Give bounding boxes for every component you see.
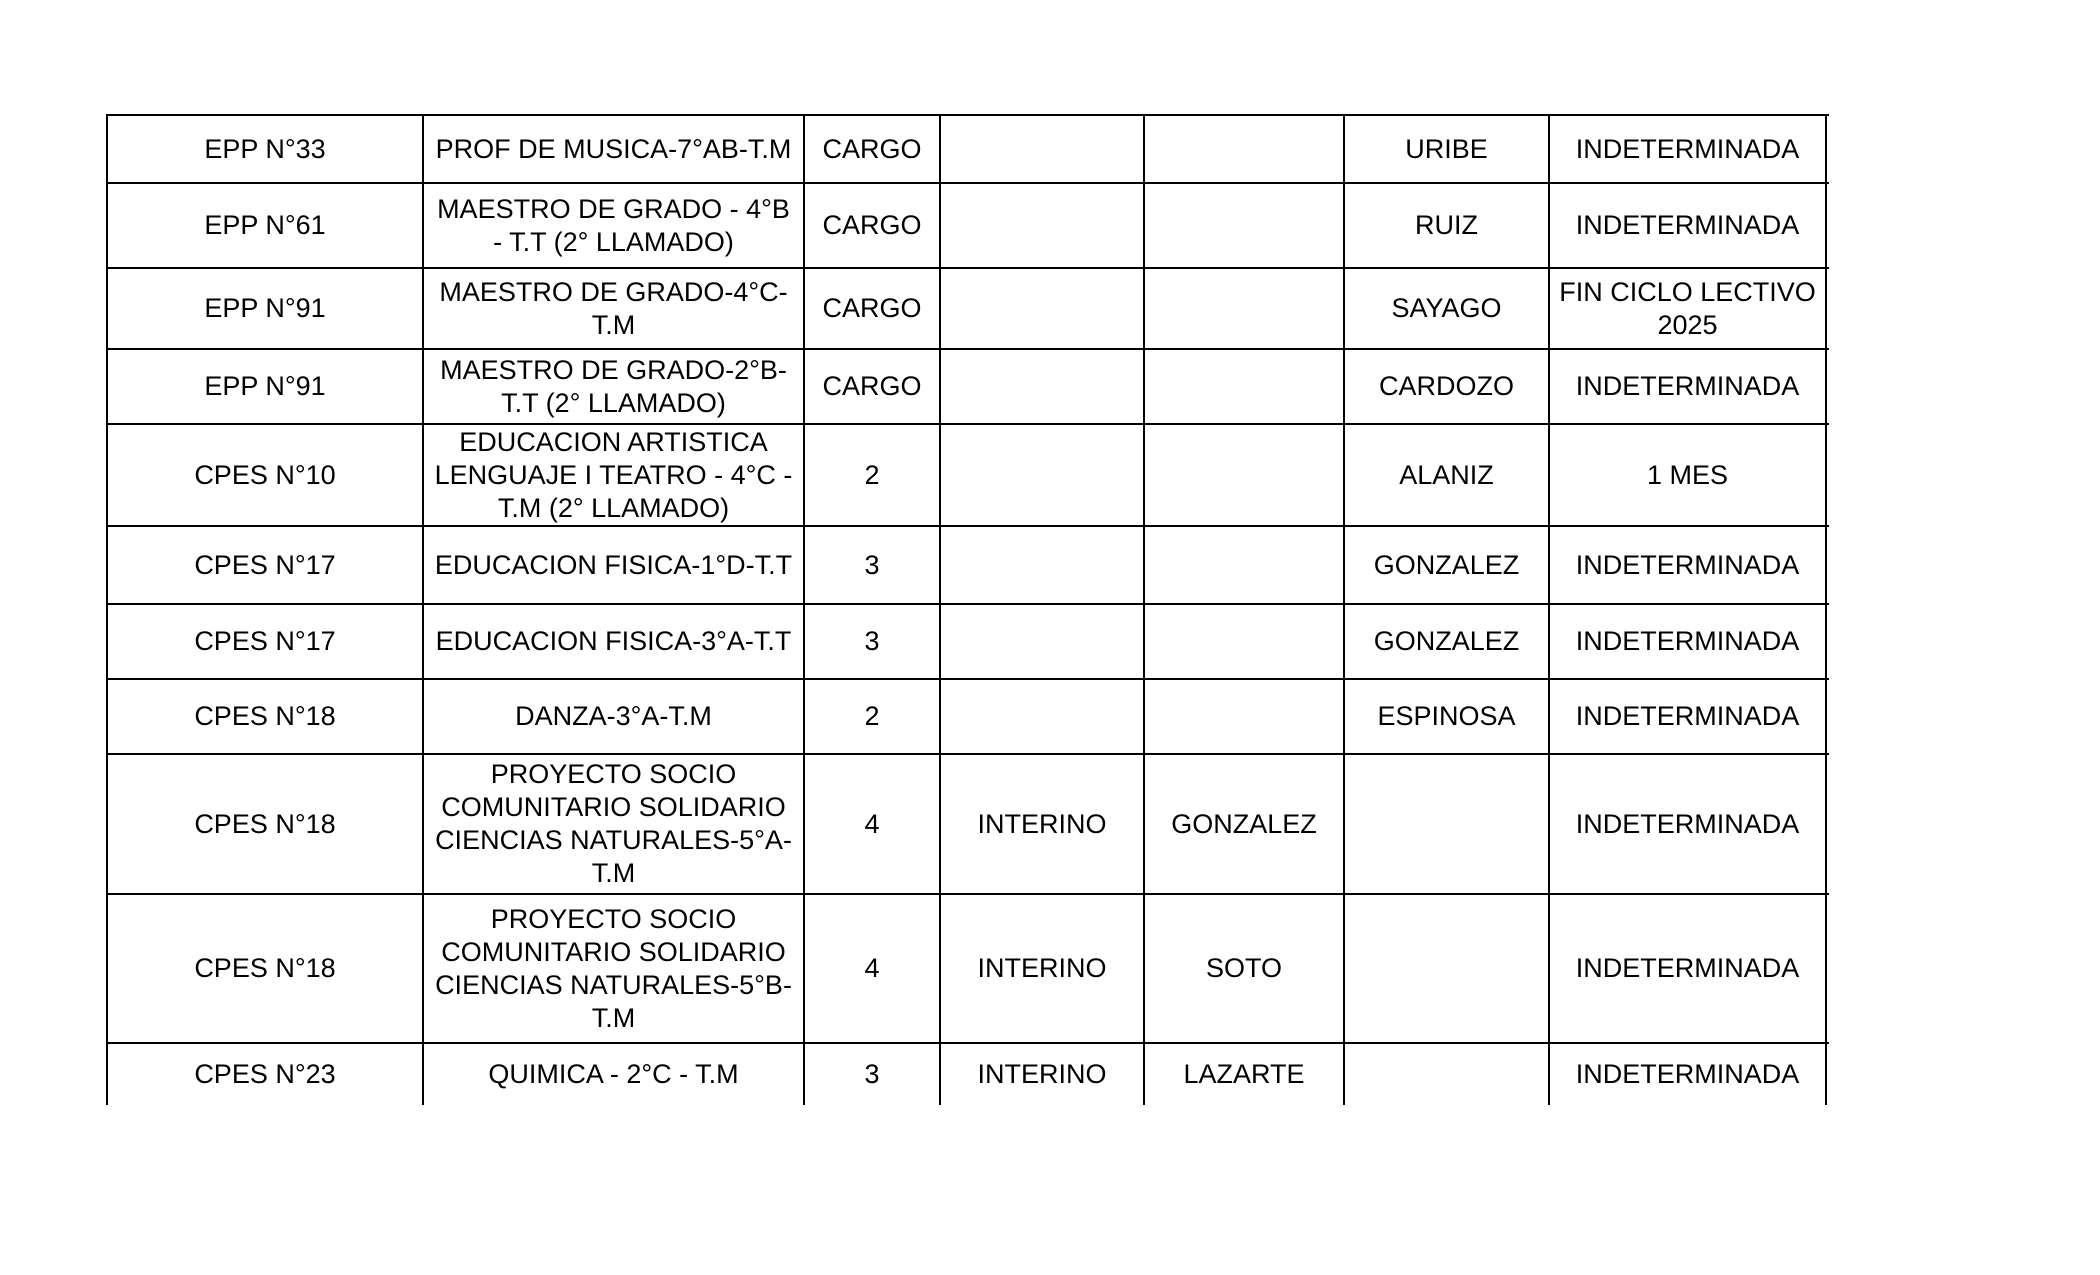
holder-cell: LAZARTE (1145, 1044, 1345, 1105)
school-cell: EPP N°33 (108, 116, 424, 182)
status-cell: INTERINO (941, 895, 1145, 1042)
duration-cell: INDETERMINADA (1550, 527, 1827, 603)
duration-cell: 1 MES (1550, 425, 1827, 525)
school-cell: EPP N°91 (108, 350, 424, 423)
duration-cell: INDETERMINADA (1550, 755, 1827, 893)
holder-cell: GONZALEZ (1145, 755, 1345, 893)
status-cell (941, 680, 1145, 753)
duration-cell: INDETERMINADA (1550, 680, 1827, 753)
holder-cell (1145, 269, 1345, 348)
holder-cell (1145, 184, 1345, 267)
status-cell (941, 184, 1145, 267)
hours-cell: CARGO (805, 116, 941, 182)
substitute-cell: URIBE (1345, 116, 1550, 182)
status-cell (941, 527, 1145, 603)
hours-cell: 3 (805, 605, 941, 678)
substitute-cell (1345, 895, 1550, 1042)
hours-cell: 2 (805, 680, 941, 753)
table-row (108, 1044, 1829, 1105)
hours-cell: CARGO (805, 350, 941, 423)
position-cell: MAESTRO DE GRADO-2°B-T.T (2° LLAMADO) (424, 350, 805, 423)
hours-cell: 3 (805, 527, 941, 603)
duration-cell: INDETERMINADA (1550, 895, 1827, 1042)
holder-cell (1145, 527, 1345, 603)
substitute-cell: RUIZ (1345, 184, 1550, 267)
status-cell (941, 269, 1145, 348)
holder-cell (1145, 605, 1345, 678)
table-row (108, 895, 1829, 1044)
table-row (108, 184, 1829, 269)
substitute-cell: CARDOZO (1345, 350, 1550, 423)
hours-cell: CARGO (805, 184, 941, 267)
holder-cell (1145, 350, 1345, 423)
duration-cell: INDETERMINADA (1550, 605, 1827, 678)
school-cell: CPES N°18 (108, 895, 424, 1042)
school-cell: CPES N°18 (108, 680, 424, 753)
school-cell: CPES N°17 (108, 605, 424, 678)
school-cell: CPES N°17 (108, 527, 424, 603)
duration-cell: INDETERMINADA (1550, 350, 1827, 423)
substitute-cell: SAYAGO (1345, 269, 1550, 348)
position-cell: EDUCACION ARTISTICA LENGUAJE I TEATRO - 4°C - T.M (2° LLAMADO) (424, 425, 805, 525)
duration-cell: FIN CICLO LECTIVO 2025 (1550, 269, 1827, 348)
status-cell (941, 605, 1145, 678)
table-row (108, 527, 1829, 605)
hours-cell: CARGO (805, 269, 941, 348)
hours-cell: 4 (805, 755, 941, 893)
holder-cell (1145, 116, 1345, 182)
vacancy-table (106, 114, 1829, 1105)
school-cell: EPP N°61 (108, 184, 424, 267)
substitute-cell: ALANIZ (1345, 425, 1550, 525)
school-cell: CPES N°18 (108, 755, 424, 893)
status-cell (941, 425, 1145, 525)
position-cell: MAESTRO DE GRADO-4°C-T.M (424, 269, 805, 348)
position-cell: PROF DE MUSICA-7°AB-T.M (424, 116, 805, 182)
position-cell: PROYECTO SOCIO COMUNITARIO SOLIDARIO CIENCIAS NATURALES-5°B-T.M (424, 895, 805, 1042)
duration-cell: INDETERMINADA (1550, 1044, 1827, 1105)
school-cell: CPES N°23 (108, 1044, 424, 1105)
position-cell: QUIMICA - 2°C - T.M (424, 1044, 805, 1105)
holder-cell: SOTO (1145, 895, 1345, 1042)
duration-cell: INDETERMINADA (1550, 116, 1827, 182)
duration-cell: INDETERMINADA (1550, 184, 1827, 267)
substitute-cell (1345, 1044, 1550, 1105)
substitute-cell (1345, 755, 1550, 893)
table-row (108, 425, 1829, 527)
status-cell (941, 350, 1145, 423)
position-cell: MAESTRO DE GRADO - 4°B - T.T (2° LLAMADO) (424, 184, 805, 267)
status-cell (941, 116, 1145, 182)
status-cell: INTERINO (941, 755, 1145, 893)
table-row (108, 680, 1829, 755)
substitute-cell: ESPINOSA (1345, 680, 1550, 753)
holder-cell (1145, 680, 1345, 753)
table-row (108, 605, 1829, 680)
table-row (108, 350, 1829, 425)
hours-cell: 2 (805, 425, 941, 525)
position-cell: EDUCACION FISICA-1°D-T.T (424, 527, 805, 603)
substitute-cell: GONZALEZ (1345, 527, 1550, 603)
school-cell: EPP N°91 (108, 269, 424, 348)
table-row (108, 269, 1829, 350)
school-cell: CPES N°10 (108, 425, 424, 525)
status-cell: INTERINO (941, 1044, 1145, 1105)
table-row (108, 116, 1829, 184)
table-row (108, 755, 1829, 895)
hours-cell: 4 (805, 895, 941, 1042)
hours-cell: 3 (805, 1044, 941, 1105)
position-cell: EDUCACION FISICA-3°A-T.T (424, 605, 805, 678)
substitute-cell: GONZALEZ (1345, 605, 1550, 678)
holder-cell (1145, 425, 1345, 525)
position-cell: PROYECTO SOCIO COMUNITARIO SOLIDARIO CIENCIAS NATURALES-5°A-T.M (424, 755, 805, 893)
position-cell: DANZA-3°A-T.M (424, 680, 805, 753)
